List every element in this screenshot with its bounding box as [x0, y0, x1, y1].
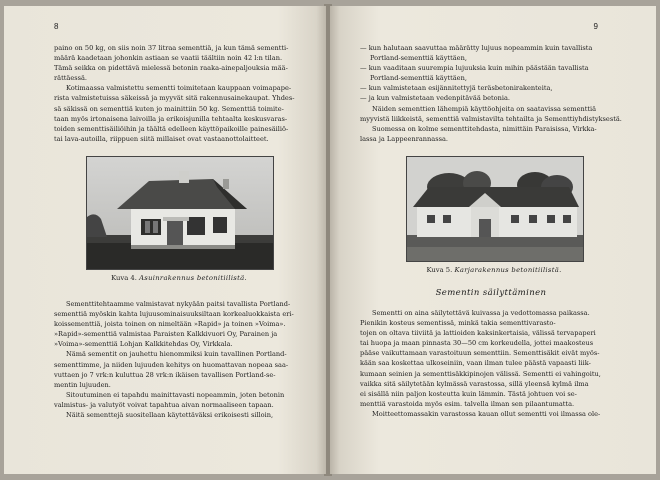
- text-line: kään saa koskettaa ulkoseiniin, vaan ilman tulee päästä vapaasti liik-: [360, 359, 591, 368]
- text-line: koissementtiä, joista toinen on nimeltään »Rapid» ja toinen »Voima».: [54, 320, 286, 329]
- page-number-right: 9: [593, 22, 598, 31]
- text-line: Moitteettomassakin varastossa kauan ollut sementti voi ilmassa ole-: [372, 409, 601, 418]
- left-text-bottom: [54, 299, 312, 420]
- text-line: Sementti on aina säilytettävä kuivassa ja vedottomassa paikassa.: [372, 309, 590, 317]
- text-line: Portland-sementtiä käyttäen,: [370, 54, 467, 63]
- caption-text: Asuinrakennus betonitiilistä.: [139, 274, 247, 282]
- barn-illustration: [407, 157, 583, 261]
- section-heading: Sementin säilyttäminen: [435, 288, 547, 298]
- text-line: kumaan seinien ja sementtisäkkipinojen välissä. Sementti ei vahingoitu,: [360, 369, 601, 378]
- text-line: — kun halutaan saavuttaa määrätty lujuus nopeammin kuin tavallista: [360, 44, 593, 52]
- text-line: »Rapid»-sementtiä valmistaa Paraisten Kalkkivuori Oy, Parainen ja: [54, 330, 278, 339]
- text-line: Näiden sementtien lähempiä käyttöohjeita on saatavissa sementtiä: [372, 104, 597, 113]
- text-line: sä säkissä on sementtiä kuten jo mainittiin 50 kg. Sementtiä toimite-: [54, 104, 284, 113]
- text-line: rättäessä.: [54, 74, 88, 83]
- page-number-left: 8: [54, 22, 59, 31]
- right-text-top: [360, 43, 622, 144]
- text-line: määrä kaadetaan johonkin astiaan se vaatii täältiin noin 42 l:n tilan.: [54, 54, 283, 63]
- text-line: tai lava-autoilla, riippuen siitä millaiset ovat vastaanottolaitteet.: [54, 134, 269, 143]
- barn-photo: [406, 156, 584, 262]
- text-line: Nämä sementit on jauhettu hienommiksi kuin tavallinen Portland-: [66, 350, 287, 359]
- text-line: pääse vaikuttamaan varastoituun sementtiin. Sementtisäkit eivät myös-: [360, 349, 600, 358]
- text-line: vaikka sitä säilytetään kylmässä varastossa, sillä yleensä kylmä ilma: [360, 379, 589, 388]
- text-line: Näitä sementtejä suositellaan käytettäväksi erikoisesti silloin,: [66, 411, 274, 420]
- text-line: Kotimaassa valmistettu sementti toimitetaan kauppaan voimapape-: [66, 84, 292, 93]
- text-line: lassa ja Lappeenrannassa.: [360, 134, 449, 143]
- text-line: Pienikin kosteus sementissä, minkä takia sementtivarasto-: [360, 319, 556, 328]
- text-line: Suomessa on kolme sementtitehdasta, nimittäin Paraisissa, Virkka-: [372, 124, 597, 133]
- text-line: »Voima»-sementtiä Lohjan Kalkkitehdas Oy, Virkkala.: [54, 340, 233, 349]
- right-page: [330, 6, 656, 474]
- left-text-top: [54, 43, 312, 144]
- text-line: sementtiä myöskin kahta lujuusominaisuuksiltaan korkealuokkaista eri-: [54, 310, 294, 319]
- house-photo: [86, 156, 274, 270]
- text-line: — kun vaaditaan suurempia lujuuksia kuin mihin päästään tavallista: [360, 64, 589, 73]
- text-line: — ja kun valmistetaan vedenpitävää betonia.: [360, 94, 510, 103]
- text-line: taan myös irtonaisena laivoilla ja erikoisjunilla tehtaalta keskusvaras-: [54, 114, 288, 123]
- left-page: [4, 6, 326, 474]
- text-line: sementtimme, ja niiden lujuuden kehitys on huomattavan nopeaa saa-: [54, 360, 289, 369]
- text-line: Tämä seikka on pidettävä mielessä betonin raaka-ainepaljouksia mää-: [54, 64, 288, 73]
- text-line: ei sisällä niin paljon kosteutta kuin lämmin. Tästä johtuen voi se-: [360, 389, 577, 398]
- text-line: Portland-sementtiä käyttäen,: [370, 74, 467, 83]
- text-line: rista valmistetuissa säkeissä ja myyvät sitä rakennusainekaupat. Yhdes-: [54, 94, 295, 103]
- text-line: toiden sementtisäiliöihin ja täältä edelleen käyttöpaikoille painesäiliö-: [54, 124, 289, 133]
- caption-label: Kuva 4.: [111, 274, 137, 282]
- text-line: — kun valmistetaan esijännitettyjä teräsbetonirakenteita,: [360, 84, 553, 93]
- right-text-bottom: [360, 308, 622, 419]
- text-line: menttiä varastoida myös esim. talvella ilman sen pilaantumatta.: [360, 399, 575, 408]
- text-line: tojen on oltava tiiviitä ja lattioiden kaksinkertaisia, välissä tervapaperi: [360, 329, 596, 338]
- caption-text: Karjarakennus betonitiilistä.: [454, 266, 562, 274]
- house-illustration: [87, 157, 273, 269]
- figure-caption-5: [406, 266, 582, 274]
- text-line: Sitoutuminen ei tapahdu mainittavasti nopeammin, joten betonin: [66, 390, 285, 399]
- text-line: tai huopa ja maan pinnasta 30—50 cm korkeudella, jottei maakosteus: [360, 339, 594, 348]
- text-line: vuttaen jo 7 vrk:n kuluttua 28 vrk:n ikäisen tavallisen Portland-se-: [54, 370, 276, 379]
- text-line: Sementtitehtaamme valmistavat nykyään paitsi tavallista Portland-: [66, 300, 291, 308]
- text-line: mentin lujuuden.: [54, 380, 111, 389]
- figure-caption-4: [86, 274, 272, 282]
- text-line: myyvistä liikkeistä, sementtiä valmistavilta tehtailta ja Sementtiyhdistyksestä.: [360, 114, 622, 123]
- text-line: valmistus- ja valutyöt voivat tapahtua aivan normaaliseen tapaan.: [54, 400, 274, 409]
- caption-label: Kuva 5.: [426, 266, 453, 274]
- text-line: paino on 50 kg, on siis noin 37 litraa sementtiä, ja kun tämä sementti-: [54, 44, 289, 52]
